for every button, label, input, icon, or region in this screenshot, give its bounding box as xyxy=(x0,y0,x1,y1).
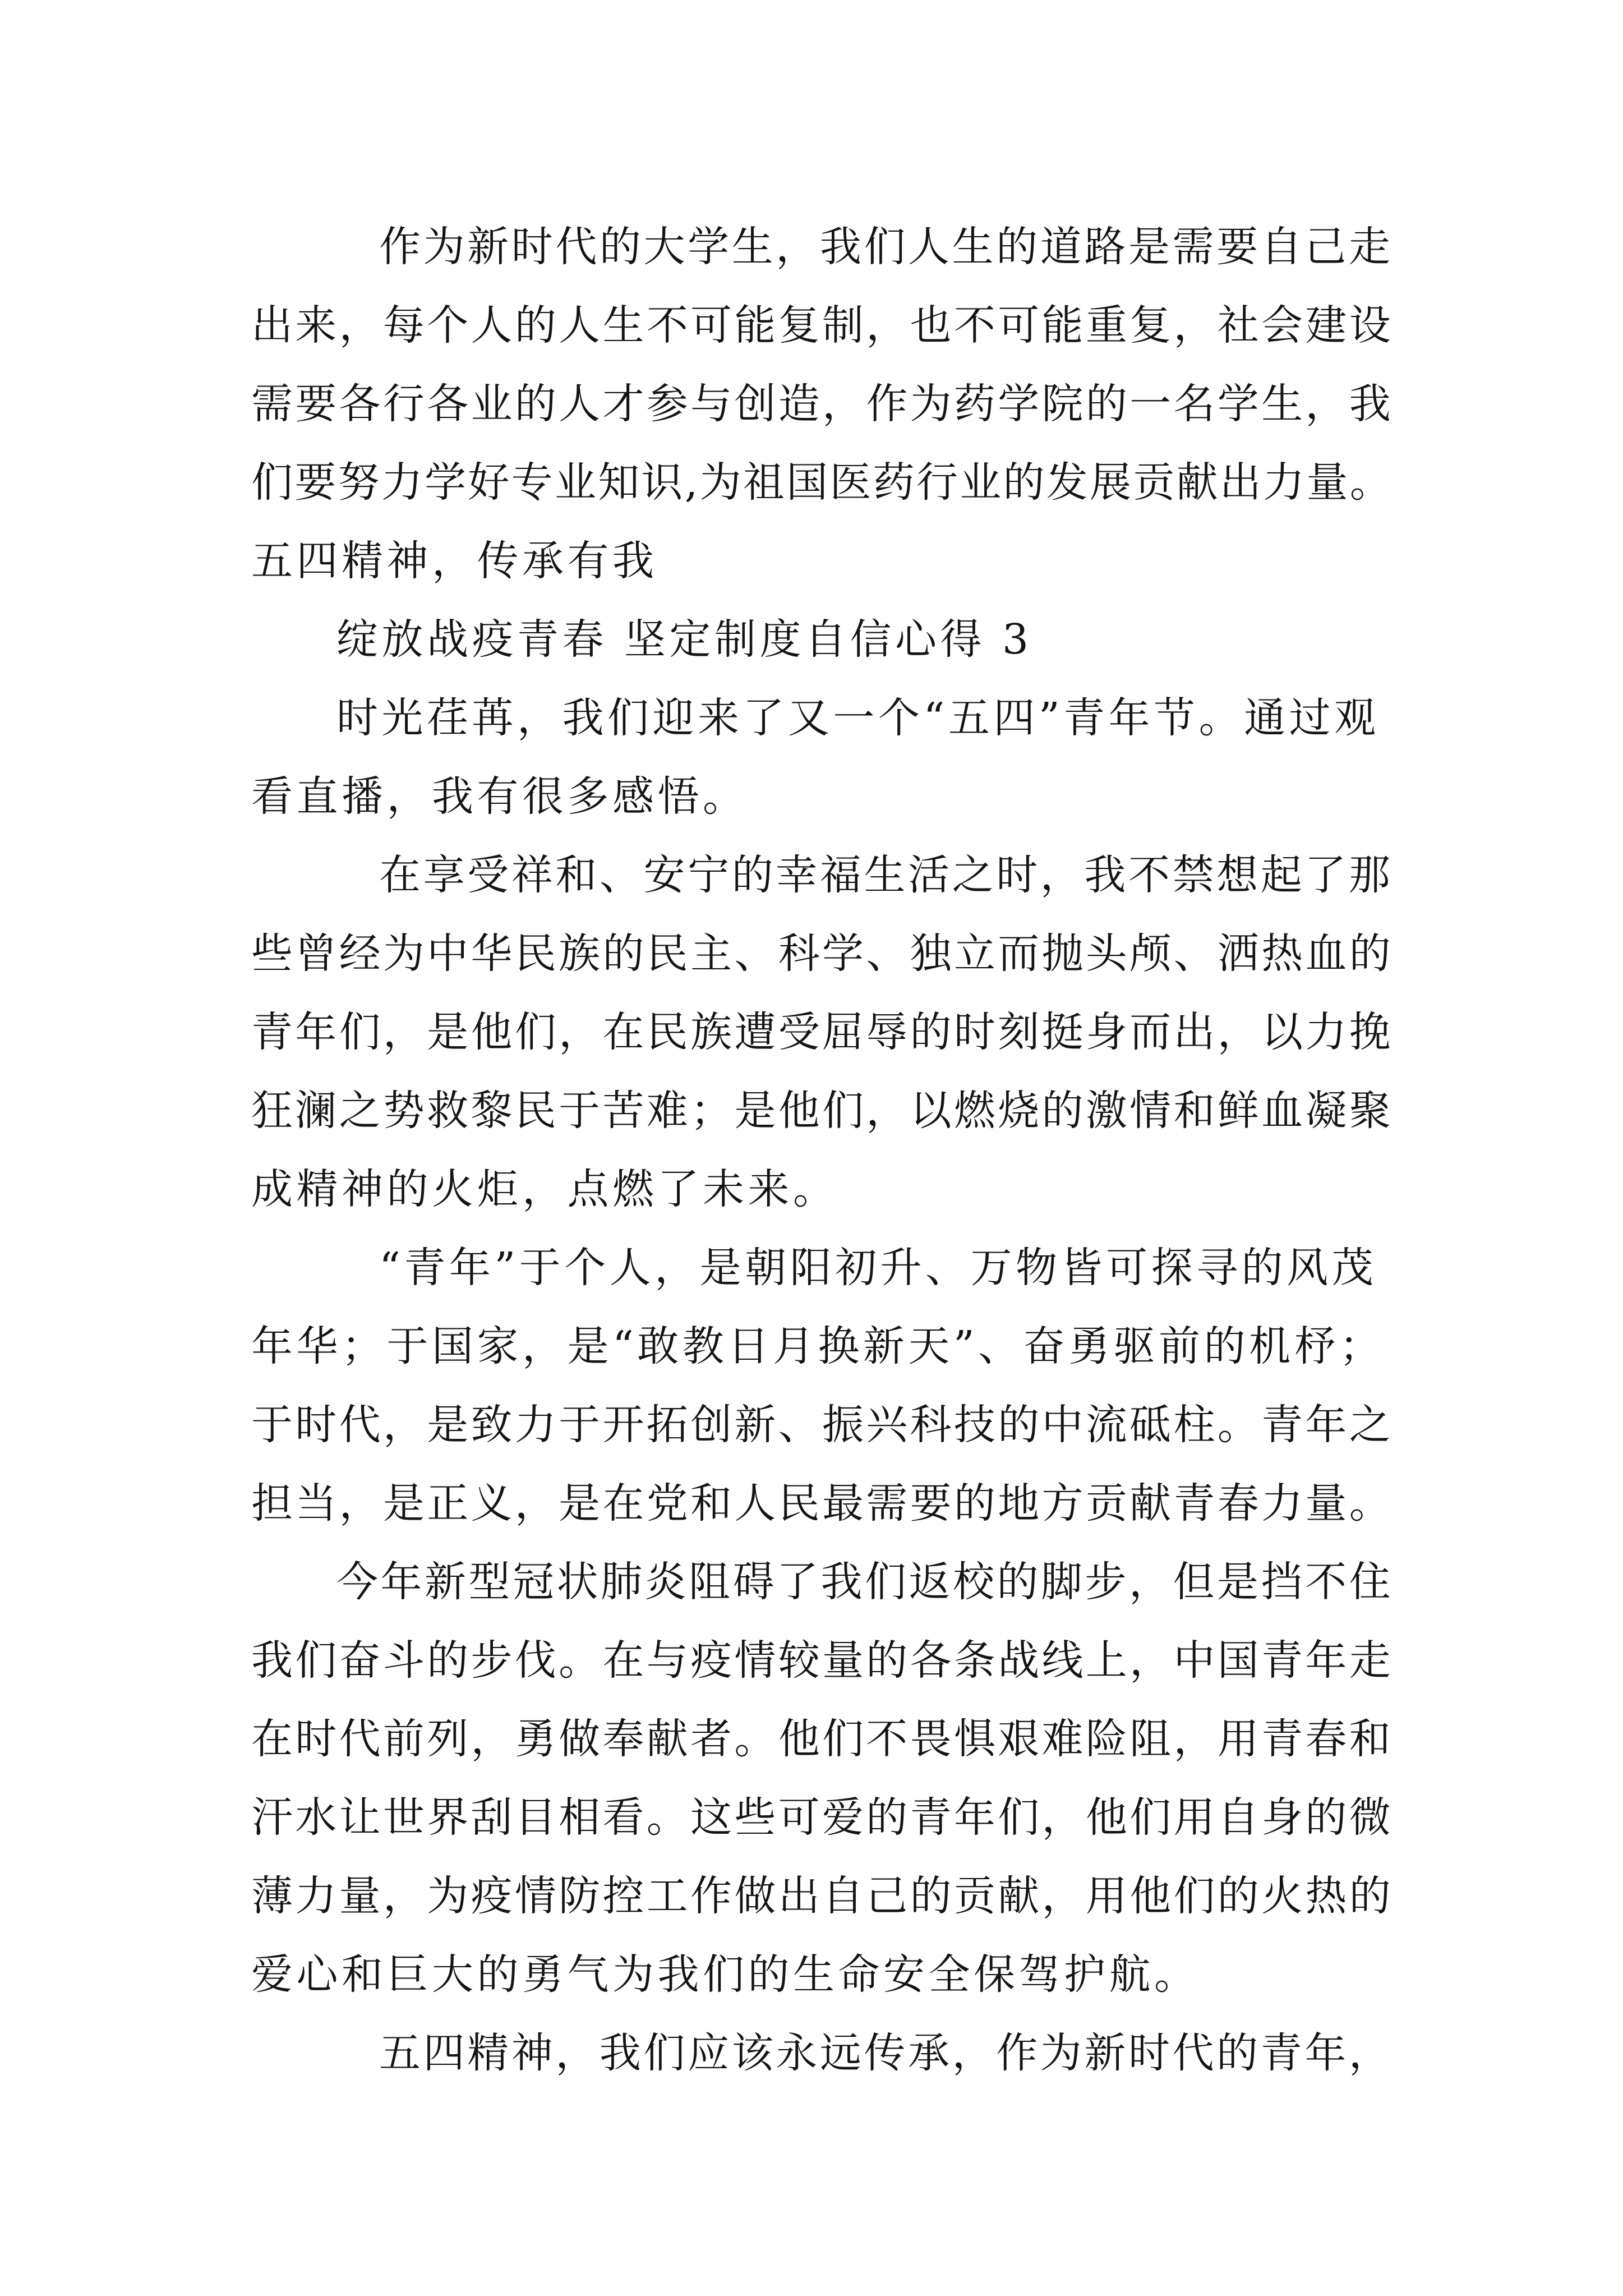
text-line: 薄力量，为疫情防控工作做出自己的贡献，用他们的火热的 xyxy=(251,1872,1393,1920)
text-line: 我们奋斗的步伐。在与疫情较量的各条战线上，中国青年走 xyxy=(251,1636,1393,1685)
text-line: 在享受祥和、安宁的幸福生活之时，我不禁想起了那 xyxy=(379,851,1393,899)
paragraph xyxy=(251,1228,1395,1543)
text-line: 绽放战疫青春 坚定制度自信心得 3 xyxy=(336,615,1032,664)
text-line: 汗水让世界刮目相看。这些可爱的青年们，他们用自身的微 xyxy=(251,1793,1393,1842)
text-line: 年华；于国家，是“敢教日月换新天”、奋勇驱前的机杼； xyxy=(251,1322,1385,1370)
paragraph xyxy=(251,2014,1395,2092)
text-line: 狂澜之势救黎民于苦难；是他们，以燃烧的激情和鲜血凝聚 xyxy=(251,1087,1393,1135)
text-line: 成精神的火炬，点燃了未来。 xyxy=(251,1165,838,1213)
text-line: 们要努力学好专业知识,为祖国医药行业的发展贡献出力量。 xyxy=(251,458,1394,507)
text-line: 今年新型冠状肺炎阻碍了我们返校的脚步，但是挡不住 xyxy=(336,1558,1393,1606)
paragraph xyxy=(251,208,1395,600)
text-line: “青年”于个人，是朝阳初升、万物皆可探寻的风茂 xyxy=(379,1244,1377,1292)
text-line: 需要各行各业的人才参与创造，作为药学院的一名学生，我 xyxy=(251,380,1393,428)
text-line: 在时代前列，勇做奉献者。他们不畏惧艰难险阻，用青春和 xyxy=(251,1715,1393,1763)
document-body xyxy=(251,208,1395,2092)
paragraph xyxy=(251,600,1395,679)
text-line: 些曾经为中华民族的民主、科学、独立而抛头颅、洒热血的 xyxy=(251,930,1393,978)
text-line: 时光荏苒，我们迎来了又一个“五四”青年节。通过观 xyxy=(336,694,1380,742)
text-line: 五四精神，我们应该永远传承，作为新时代的青年， xyxy=(379,2029,1393,2077)
paragraph xyxy=(251,679,1395,836)
text-line: 青年们，是他们，在民族遭受屈辱的时刻挺身而出，以力挽 xyxy=(251,1008,1393,1056)
text-line: 五四精神，传承有我 xyxy=(251,537,658,585)
text-line: 担当，是正义，是在党和人民最需要的地方贡献青春力量。 xyxy=(251,1479,1393,1527)
text-line: 出来，每个人的人生不可能复制，也不可能重复，社会建设 xyxy=(251,301,1393,349)
text-line: 爱心和巨大的勇气为我们的生命安全保驾护航。 xyxy=(251,1950,1200,1999)
text-line: 于时代，是致力于开拓创新、振兴科技的中流砥柱。青年之 xyxy=(251,1401,1393,1449)
paragraph xyxy=(251,1543,1395,2014)
text-line: 作为新时代的大学生，我们人生的道路是需要自己走 xyxy=(379,223,1393,271)
paragraph xyxy=(251,836,1395,1228)
text-line: 看直播，我有很多感悟。 xyxy=(251,772,748,821)
